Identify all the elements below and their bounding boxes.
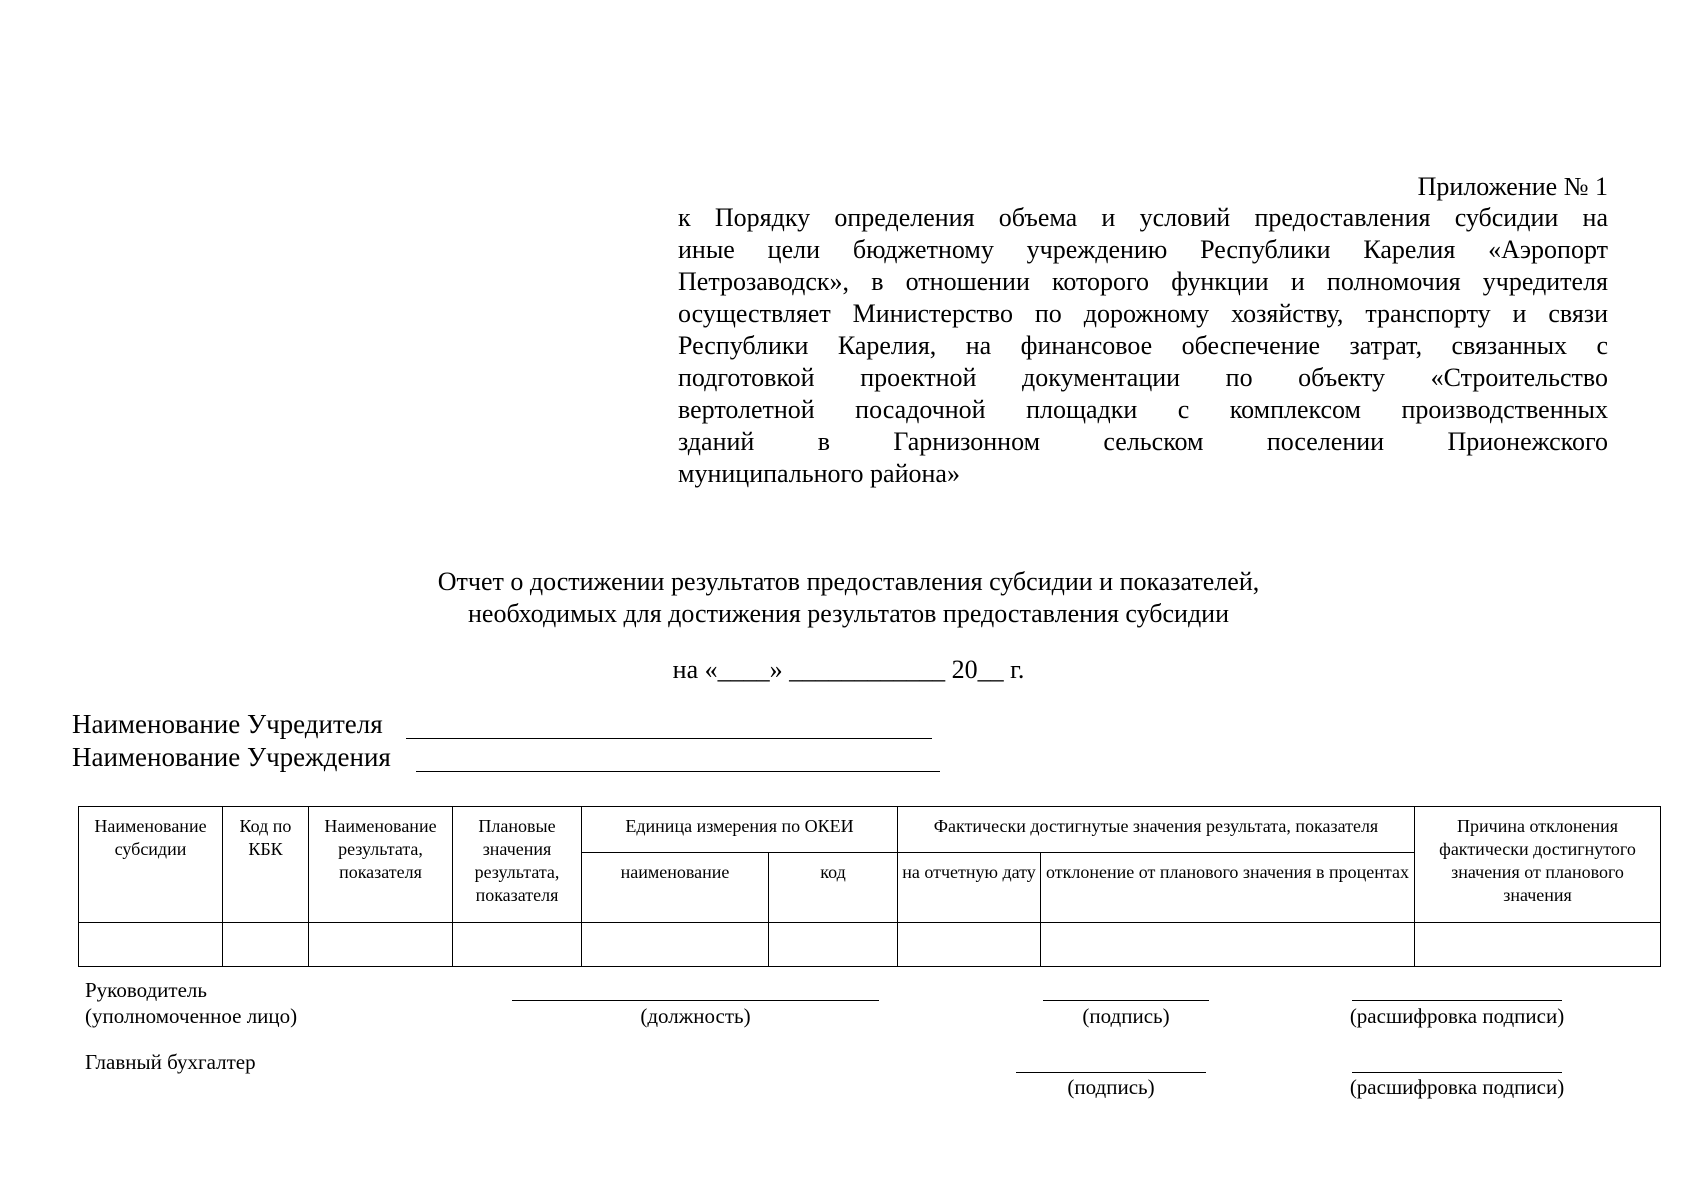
report-title-line1: Отчет о достижении результатов предоставления субсидии и показателей, xyxy=(437,567,1260,596)
table-cell[interactable] xyxy=(453,923,582,967)
report-title-line2: необходимых для достижения результатов предоставления субсидии xyxy=(467,599,1230,628)
signature-line-2[interactable] xyxy=(1016,1072,1206,1073)
appendix-line: зданий в Гарнизонном сельском поселении Прионежского xyxy=(678,427,1608,456)
appendix-line: иные цели бюджетному учреждению Республики Карелия «Аэропорт xyxy=(678,235,1608,264)
table-cell[interactable] xyxy=(223,923,309,967)
decoding-caption-2: (расшифровка подписи) xyxy=(1349,1075,1565,1099)
header-okei-unit: Единица измерения по ОКЕИ xyxy=(582,807,898,853)
header-actual-on-date: на отчетную дату xyxy=(898,853,1041,923)
appendix-line: вертолетной посадочной площадки с комплексом производственных xyxy=(678,395,1608,424)
appendix-line: подготовкой проектной документации по объекту «Строительство xyxy=(678,363,1608,392)
founder-input-line[interactable] xyxy=(406,738,932,739)
header-subsidy-name: Наименование субсидии xyxy=(79,807,223,923)
header-planned-values: Плановые значения результата, показателя xyxy=(453,807,582,923)
appendix-line: Республики Карелия, на финансовое обеспечение затрат, связанных с xyxy=(678,331,1608,360)
institution-label: Наименование Учреждения xyxy=(72,742,391,772)
header-okei-name: наименование xyxy=(582,853,769,923)
position-line[interactable] xyxy=(512,1000,879,1001)
header-actual-deviation: отклонение от планового значения в процентах xyxy=(1041,853,1415,923)
report-date-line: на «____» ____________ 20__ г. xyxy=(672,655,1025,684)
header-actual-values: Фактически достигнутые значения результата, показателя xyxy=(898,807,1415,853)
table-row xyxy=(79,923,1661,967)
appendix-number: Приложение № 1 xyxy=(1417,172,1608,201)
header-okei-code: код xyxy=(769,853,898,923)
position-caption: (должность) xyxy=(640,1004,751,1028)
table-cell[interactable] xyxy=(898,923,1041,967)
table-cell[interactable] xyxy=(769,923,898,967)
decoding-line-2[interactable] xyxy=(1352,1072,1562,1073)
appendix-line: осуществляет Министерство по дорожному хозяйству, транспорту и связи xyxy=(678,299,1608,328)
signature-caption: (подпись) xyxy=(1082,1004,1170,1028)
decoding-line[interactable] xyxy=(1352,1000,1562,1001)
appendix-text-block xyxy=(678,202,1608,502)
founder-label: Наименование Учредителя xyxy=(72,709,383,739)
table-cell[interactable] xyxy=(309,923,453,967)
appendix-line: муниципального района» xyxy=(678,459,960,488)
decoding-caption: (расшифровка подписи) xyxy=(1349,1004,1565,1028)
signature-line[interactable] xyxy=(1043,1000,1209,1001)
institution-input-line[interactable] xyxy=(416,771,940,772)
appendix-line: к Порядку определения объема и условий предоставления субсидии на xyxy=(678,203,1608,232)
head-label: Руководитель xyxy=(85,978,207,1002)
table-cell[interactable] xyxy=(582,923,769,967)
header-kbk-code: Код по КБК xyxy=(223,807,309,923)
header-result-name: Наименование результата, показателя xyxy=(309,807,453,923)
head-label-note: (уполномоченное лицо) xyxy=(85,1004,298,1028)
signature-caption-2: (подпись) xyxy=(1067,1075,1155,1099)
chief-accountant-label: Главный бухгалтер xyxy=(85,1050,256,1074)
table-cell[interactable] xyxy=(79,923,223,967)
table-cell[interactable] xyxy=(1041,923,1415,967)
report-table xyxy=(78,806,1661,967)
appendix-line: Петрозаводск», в отношении которого функции и полномочия учредителя xyxy=(678,267,1608,296)
header-deviation-reason: Причина отклонения фактически достигнутого значения от планового значения xyxy=(1415,807,1661,923)
table-cell[interactable] xyxy=(1415,923,1661,967)
